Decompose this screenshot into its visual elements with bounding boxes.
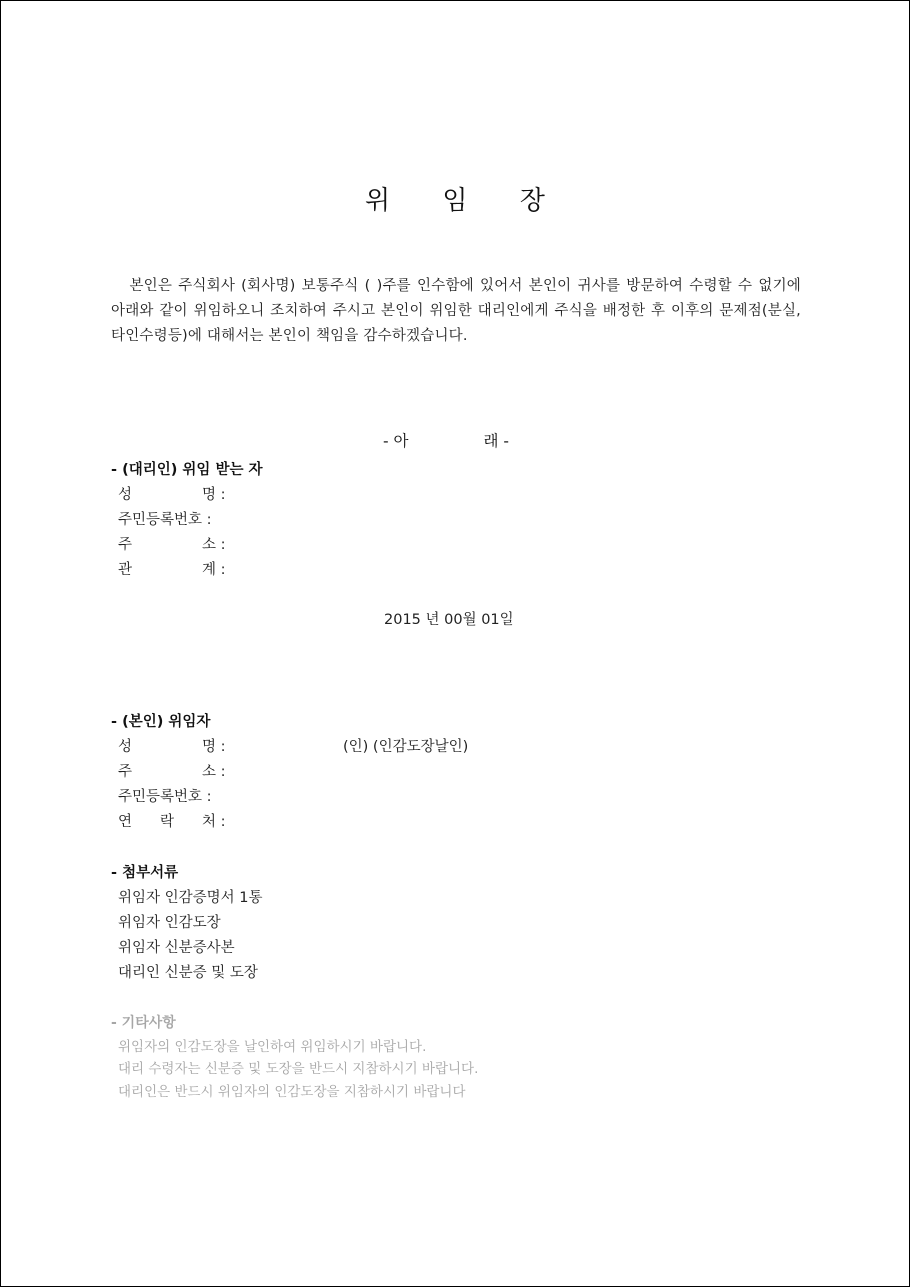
agent-address-label-b: 소 : (202, 537, 226, 553)
attachment-item: 위임자 신분증사본 (118, 940, 235, 956)
attachment-item: 대리인 신분증 및 도장 (118, 965, 258, 981)
notice-heading (383, 429, 509, 451)
intro-text: 본인은 주식회사 (회사명) 보통주식 ( )주를 인수함에 있어서 본인이 귀사를 방문하여 수령할 수 없기에 아래와 같이 위임하오니 조치하여 주시고 본인이 위임한 대리인에게 주식을 배정한 후 이후의 문제점(분실,타인수령등)에 대해서는 본인이 책임을 감수하겠습니다. (111, 278, 801, 344)
principal-id-label: 주민등록번호 : (118, 789, 212, 805)
agent-relation-label-a: 관 (118, 562, 133, 578)
attachments-heading: - 첨부서류 (111, 865, 179, 881)
principal-address-label-a: 주 (118, 764, 133, 780)
note-line: 대리인은 반드시 위임자의 인감도장을 지참하시기 바랍니다 (118, 1084, 466, 1100)
principal-name-label-a: 성 (118, 739, 133, 755)
agent-name-label-a: 성 (118, 487, 133, 503)
notes-heading: - 기타사항 (111, 1015, 176, 1031)
principal-contact-label-c: 처 : (202, 814, 226, 830)
principal-contact-label-b: 락 (160, 814, 175, 830)
notice-right: 래 - (483, 432, 509, 450)
note-line: 위임자의 인감도장을 날인하여 위임하시기 바랍니다. (118, 1039, 427, 1055)
attachment-item: 위임자 인감도장 (118, 915, 221, 931)
agent-name-label-b: 명 : (202, 487, 226, 503)
agent-id-label: 주민등록번호 : (118, 512, 212, 528)
attachment-item: 위임자 인감증명서 1통 (118, 890, 263, 906)
seal-note: (인) (인감도장날인) (343, 739, 469, 755)
agent-address-label-a: 주 (118, 537, 133, 553)
intro-paragraph (111, 274, 801, 349)
document-date: 2015 년 00월 01일 (384, 612, 514, 628)
principal-address-label-b: 소 : (202, 764, 226, 780)
note-line: 대리 수령자는 신분증 및 도장을 반드시 지참하시기 바랍니다. (118, 1061, 479, 1077)
principal-heading: - (본인) 위임자 (111, 714, 211, 730)
agent-relation-label-b: 계 : (202, 562, 226, 578)
principal-contact-label-a: 연 (118, 814, 133, 830)
document-title: 위 임 장 (365, 186, 567, 216)
agent-heading: - (대리인) 위임 받는 자 (111, 462, 263, 478)
notice-left: - 아 (383, 432, 409, 450)
principal-name-label-b: 명 : (202, 739, 226, 755)
